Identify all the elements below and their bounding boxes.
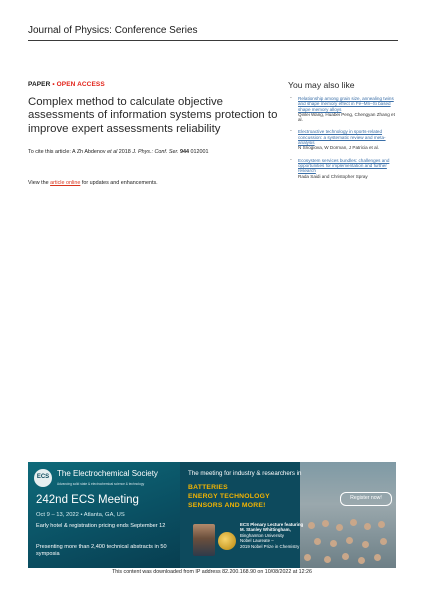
bullet-icon: - bbox=[290, 95, 292, 101]
related-article-authors: N Sriogiova, W Dorman, J Patricia et al. bbox=[298, 145, 379, 151]
you-may-also-like-heading: You may also like bbox=[288, 80, 355, 90]
ecs-logo-text: ECS bbox=[36, 474, 50, 480]
meeting-title: 242nd ECS Meeting bbox=[36, 494, 139, 506]
cite-year: 2018 bbox=[117, 149, 133, 155]
register-button-label: Register now! bbox=[350, 495, 382, 501]
related-article-authors: Qinlei Wang, Huabei Peng, Chengyan Zhang et al. bbox=[298, 111, 395, 123]
audience-photo bbox=[300, 462, 396, 568]
related-articles-list bbox=[290, 96, 400, 186]
related-article-link[interactable]: Electroactive technology in sports-related concussion: a systematic review and meta-analysis bbox=[298, 129, 386, 146]
early-pricing-note: Early hotel & registration pricing ends September 12 bbox=[36, 523, 166, 529]
plenary-line-4: Nobel Laureate – bbox=[240, 538, 274, 544]
related-article-authors: Rada Saidi and Christopher Spray bbox=[298, 173, 368, 179]
download-footer: This content was downloaded from IP address 82.200.168.90 on 10/08/2022 at 12:26 bbox=[112, 569, 312, 575]
header-rule bbox=[28, 40, 398, 41]
plenary-line-5: 2019 Nobel Prize in Chemistry bbox=[240, 543, 300, 549]
meeting-dates: Oct 9 – 13, 2022 • Atlanta, GA, US bbox=[36, 512, 125, 518]
topic-batteries: BATTERIES bbox=[188, 484, 228, 491]
cite-etal: et al bbox=[107, 149, 118, 155]
plenary-line-3: Binghamton University bbox=[240, 532, 284, 538]
related-article bbox=[290, 129, 400, 150]
separator: • bbox=[50, 81, 57, 88]
abstracts-note: Presenting more than 2,400 technical abstracts in 50 symposia bbox=[36, 544, 167, 557]
cite-journal: J. Phys.: Conf. Ser. bbox=[132, 149, 179, 155]
open-access-label: OPEN ACCESS bbox=[56, 81, 105, 88]
related-article-link[interactable]: Relationship among grain size, annealing twins and shape memory effect in Fe–Mn–Si based shape memory alloys bbox=[298, 96, 394, 112]
banner-tagline: The meeting for industry & researchers in bbox=[188, 470, 302, 477]
paper-label: PAPER bbox=[28, 81, 51, 88]
related-article bbox=[290, 96, 400, 122]
nobel-medal-icon bbox=[218, 532, 236, 550]
article-online-link[interactable]: article online bbox=[50, 180, 81, 186]
plenary-line-2: M. Stanley Whittingham, bbox=[240, 527, 291, 533]
paper-title: Complex method to calculate objective assessments of information systems protection to improve expert assessments reliability bbox=[28, 96, 278, 135]
topic-sensors: SENSORS AND MORE! bbox=[188, 502, 266, 509]
topic-energy: ENERGY TECHNOLOGY bbox=[188, 493, 270, 500]
related-article bbox=[290, 158, 400, 179]
plenary-line-1: ECS Plenary Lecture featuring bbox=[240, 522, 304, 527]
related-article-link[interactable]: Ecosystem services bundles: challenges and opportunities for implementation and further research bbox=[298, 157, 390, 174]
society-tagline: Advancing solid state & electrochemical science & technology bbox=[57, 481, 145, 486]
bullet-icon: - bbox=[290, 128, 292, 135]
society-title: The Electrochemical Society bbox=[57, 469, 158, 478]
society-name bbox=[57, 470, 177, 487]
view-suffix: for updates and enhancements. bbox=[80, 180, 158, 186]
cite-volume: 944 bbox=[178, 149, 190, 155]
paper-tag bbox=[28, 81, 105, 88]
cite-prefix: To cite this article: A Zh Abdenov bbox=[28, 149, 108, 155]
speaker-portrait bbox=[193, 524, 215, 556]
cite-article: 012001 bbox=[189, 149, 209, 155]
view-online-line bbox=[28, 180, 278, 186]
bullet-icon: - bbox=[290, 156, 292, 163]
ecs-advertisement-banner[interactable] bbox=[28, 462, 396, 568]
citation-line bbox=[28, 149, 278, 155]
plenary-info bbox=[240, 522, 340, 549]
view-prefix: View the bbox=[28, 180, 51, 186]
journal-name: Journal of Physics: Conference Series bbox=[28, 25, 198, 36]
